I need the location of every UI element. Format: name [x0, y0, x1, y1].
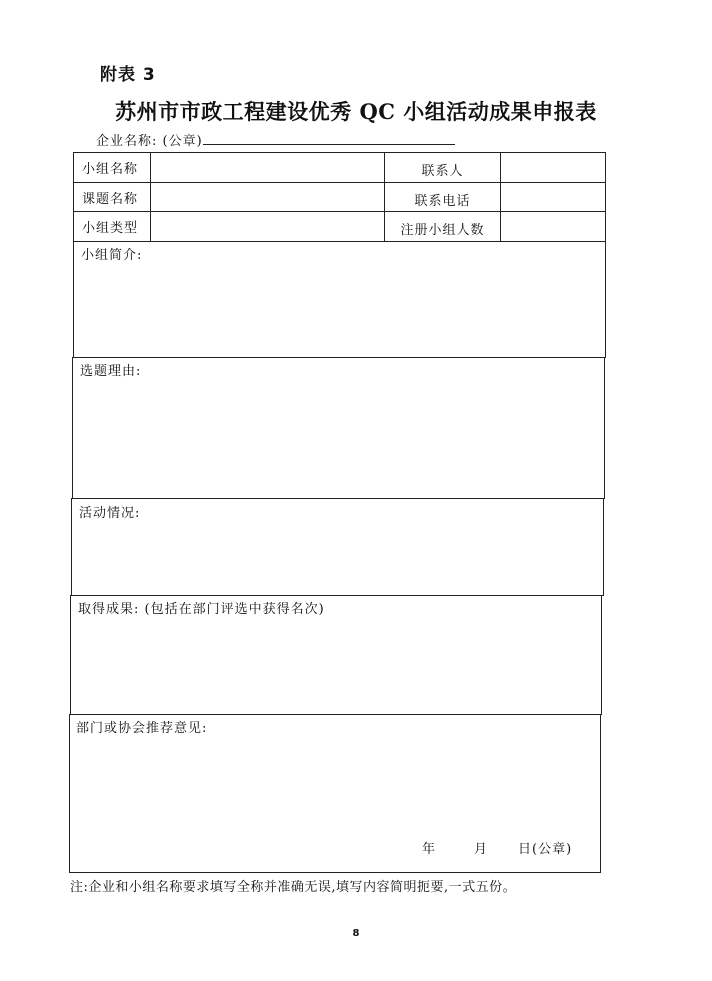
date-month: 月	[474, 842, 489, 857]
input-contact-phone[interactable]	[501, 183, 606, 211]
appendix-label: 附表 3	[100, 65, 156, 85]
label-group-type: 小组类型	[82, 221, 139, 236]
section-activity-label: 活动情况:	[79, 506, 141, 521]
label-topic-name: 课题名称	[82, 192, 139, 207]
page-number: 8	[352, 928, 360, 939]
section-recommendation-label: 部门或协会推荐意见:	[76, 721, 208, 736]
date-day-seal: 日(公章)	[518, 842, 573, 857]
input-group-name[interactable]	[151, 153, 384, 182]
section-group-intro[interactable]	[73, 241, 606, 358]
section-group-intro-label: 小组简介:	[81, 248, 143, 263]
input-topic-name[interactable]	[151, 183, 384, 211]
section-topic-reason[interactable]	[72, 357, 605, 499]
label-registered-members: 注册小组人数	[400, 223, 485, 238]
section-results-label: 取得成果: (包括在部门评选中获得名次)	[78, 602, 325, 617]
date-year: 年	[422, 842, 437, 857]
label-contact-phone: 联系电话	[414, 194, 471, 209]
input-group-type[interactable]	[151, 212, 384, 241]
company-name-label: 企业名称: (公章)	[96, 134, 203, 149]
footnote: 注:企业和小组名称要求填写全称并准确无误,填写内容简明扼要,一式五份。	[70, 880, 517, 895]
section-activity[interactable]	[71, 498, 604, 596]
input-registered-members[interactable]	[501, 212, 606, 241]
label-contact-person: 联系人	[421, 164, 464, 179]
input-contact-person[interactable]	[501, 153, 606, 182]
company-name-field[interactable]	[203, 132, 455, 145]
section-topic-reason-label: 选题理由:	[80, 364, 142, 379]
company-name-row	[96, 130, 455, 149]
form-title: 苏州市市政工程建设优秀 QC 小组活动成果申报表	[115, 99, 597, 124]
label-group-name: 小组名称	[82, 162, 139, 177]
date-seal-line	[422, 838, 572, 857]
